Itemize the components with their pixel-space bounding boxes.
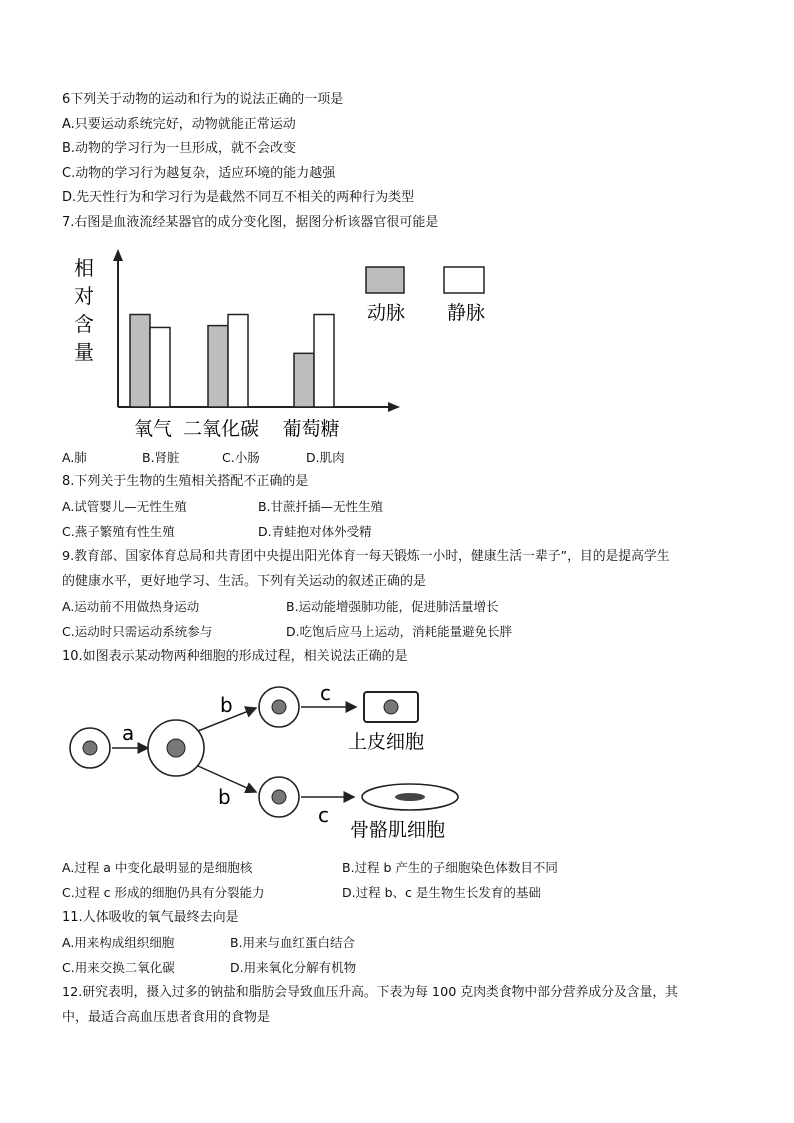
q6-option-a: A.只要运动系统完好，动物就能正常运动 — [62, 117, 296, 132]
bar-vein-0 — [150, 327, 170, 407]
q7-option-b: B.肾脏 — [142, 450, 180, 465]
q9-option-b: B.运动能增强肺功能，促进肺活量增长 — [286, 599, 499, 614]
q7-stem: 7.右图是血液流经某器官的成分变化图，据图分析该器官很可能是 — [62, 215, 439, 230]
legend-artery-swatch — [366, 267, 404, 293]
daughter-cell-lower — [259, 777, 299, 817]
q9-option-a: A.运动前不用做热身运动 — [62, 599, 200, 614]
legend-vein-label: 静脉 — [446, 302, 486, 324]
bar-artery-0 — [130, 315, 150, 408]
q11-option-d: D.用来氧化分解有机物 — [230, 960, 357, 975]
label-b-lower: b — [218, 785, 231, 809]
q11-option-c: C.用来交换二氧化碳 — [62, 960, 175, 975]
q10-option-d: D.过程 b、c 是生物生长发育的基础 — [342, 885, 541, 900]
q10-option-b: B.过程 b 产生的子细胞染色体数目不同 — [342, 860, 558, 875]
x-label-oxygen: 氧气 — [133, 418, 173, 440]
q6-option-b: B.动物的学习行为一旦形成，就不会改变 — [62, 141, 297, 156]
x-label-glucose: 葡萄糖 — [282, 418, 340, 440]
blood-composition-chart — [60, 245, 510, 445]
label-c-lower: c — [318, 803, 329, 827]
q11-option-b: B.用来与血红蛋白结合 — [230, 935, 356, 950]
original-cell — [70, 728, 110, 768]
muscle-cell-label: 骨骼肌细胞 — [350, 819, 446, 841]
q7-option-a: A.肺 — [62, 450, 87, 465]
q6-stem: 6下列关于动物的运动和行为的说法正确的一项是 — [62, 92, 344, 107]
label-b-upper: b — [220, 693, 233, 717]
cell-differentiation-diagram — [62, 676, 482, 852]
q7-option-d: D.肌肉 — [306, 450, 345, 465]
epithelial-cell-label: 上皮细胞 — [348, 731, 425, 753]
q9-stem-line1: 9.教育部、国家体育总局和共青团中央提出阳光体育一每天锻炼一小时，健康生活一辈子”，目的是提高学生 — [62, 549, 670, 564]
q12-stem-line1: 12.研究表明，摄入过多的钠盐和脂肪会导致血压升高。下表为每 100 克肉类食物中部分营养成分及含量，其 — [62, 985, 678, 1000]
q12-stem-line2: 中，最适合高血压患者食用的食物是 — [62, 1010, 271, 1025]
legend-artery-label: 动脉 — [366, 302, 406, 324]
x-axis-arrow — [388, 402, 400, 412]
q11-option-a: A.用来构成组织细胞 — [62, 935, 175, 950]
q8-option-d: D.青蛙抱对体外受精 — [258, 524, 372, 539]
q10-option-a: A.过程 a 中变化最明显的是细胞核 — [62, 860, 253, 875]
bar-artery-1 — [208, 326, 228, 407]
label-c-upper: c — [320, 681, 331, 705]
y-axis-label-1: 相 — [74, 256, 94, 280]
bar-artery-2 — [294, 353, 314, 407]
label-a: a — [122, 721, 135, 745]
x-label-co2: 二氧化碳 — [182, 418, 260, 440]
daughter-cell-upper — [259, 687, 299, 727]
q7-option-c: C.小肠 — [222, 450, 260, 465]
q8-option-c: C.燕子繁殖有性生殖 — [62, 524, 175, 539]
q6-option-d: D.先天性行为和学习行为是截然不同互不相关的两种行为类型 — [62, 190, 415, 205]
muscle-cell — [362, 784, 458, 810]
y-axis-label-2: 对 — [74, 284, 94, 308]
q10-option-c: C.过程 c 形成的细胞仍具有分裂能力 — [62, 885, 265, 900]
q8-option-b: B.甘蔗扦插—无性生殖 — [258, 499, 384, 514]
bar-vein-1 — [228, 315, 248, 408]
q8-option-a: A.试管婴儿—无性生殖 — [62, 499, 187, 514]
bar-vein-2 — [314, 315, 334, 408]
q9-option-c: C.运动时只需运动系统参与 — [62, 624, 213, 639]
y-axis-arrow — [113, 249, 123, 261]
q8-stem: 8.下列关于生物的生殖相关搭配不正确的是 — [62, 474, 309, 489]
legend-vein-swatch — [444, 267, 484, 293]
grown-cell — [148, 720, 204, 776]
q10-stem: 10.如图表示某动物两种细胞的形成过程，相关说法正确的是 — [62, 649, 408, 664]
q9-option-d: D.吃饱后应马上运动，消耗能量避免长胖 — [286, 624, 513, 639]
y-axis-label-4: 量 — [74, 340, 94, 364]
epithelial-cell — [364, 692, 418, 722]
q6-option-c: C.动物的学习行为越复杂，适应环境的能力越强 — [62, 166, 336, 181]
y-axis-label-3: 含 — [74, 312, 94, 336]
q9-stem-line2: 的健康水平，更好地学习、生活。下列有关运动的叙述正确的是 — [62, 574, 427, 589]
q11-stem: 11.人体吸收的氧气最终去向是 — [62, 910, 239, 925]
